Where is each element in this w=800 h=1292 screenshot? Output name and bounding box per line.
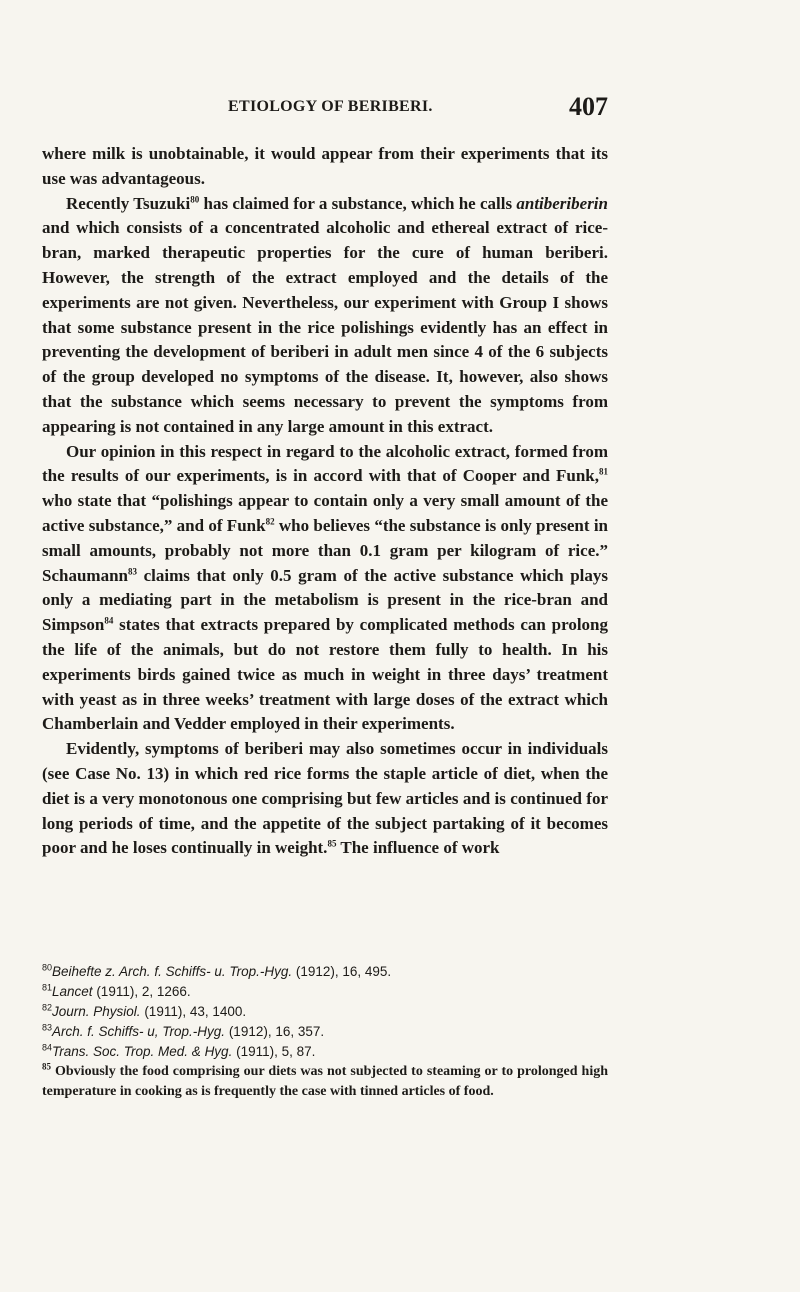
text-run: Recently Tsuzuki — [66, 193, 191, 213]
text-run: states that extracts prepared by complicated methods can prolong the life of the animals, but do not restore them fully to health. In his experiments birds gained twice as much in weight in three days’ treatment with yeast as in three weeks’ treatment with large doses of the extract which Chamberlain and Vedder employed in their experiments. — [42, 615, 608, 734]
footnote-ref: 84 — [104, 615, 114, 626]
footnote-85 — [42, 1062, 608, 1102]
footnote-source: Arch. f. Schiffs- u, Trop.-Hyg. — [52, 1024, 226, 1039]
footnote-ref: 85 — [327, 838, 337, 849]
footnote-text: Obviously the food comprising our diets was not subjected to steaming or to prolonged high temperature in cooking as is frequently the case with tinned articles of food. — [42, 1064, 608, 1099]
footnote-number: 80 — [42, 962, 53, 973]
footnote-number: 85 — [42, 1061, 51, 1072]
footnote-number: 82 — [42, 1002, 53, 1013]
footnote-number: 81 — [42, 982, 53, 993]
footnote-ref: 81 — [599, 466, 608, 477]
footnote-detail: (1911), 2, 1266. — [92, 984, 191, 999]
running-head: ETIOLOGY OF BERIBERI. — [228, 98, 433, 115]
footnote-number: 83 — [42, 1022, 53, 1033]
paragraph-4 — [42, 737, 608, 861]
text-run: has claimed for a substance, which he calls — [199, 193, 517, 213]
text-run: who state that “polishings appear to contain only a very small amount of the active substance,” and of Funk — [42, 491, 608, 535]
footnotes — [42, 962, 608, 1102]
footnote-84 — [42, 1042, 608, 1062]
footnote-detail: (1912), 16, 357. — [225, 1024, 325, 1039]
footnote-ref: 82 — [265, 516, 275, 527]
paragraph-3 — [42, 440, 608, 738]
footnote-ref: 80 — [190, 193, 200, 204]
text-run: Evidently, symptoms of beriberi may also sometimes occur in individuals (see Case No. 13) in which red rice forms the staple article of diet, when the diet is a very monotonous one comprising but few articles and is continued for long periods of time, and the appetite of the subject partaking of it becomes poor and he loses continually in weight. — [42, 739, 608, 858]
footnote-detail: (1912), 16, 495. — [292, 964, 392, 979]
text-run: Our opinion in this respect in regard to the alcoholic extract, formed from the results of our experiments, is in accord with that of Cooper and Funk, — [42, 441, 608, 486]
body-text — [42, 142, 608, 861]
footnote-source: Trans. Soc. Trop. Med. & Hyg. — [52, 1044, 233, 1059]
footnote-detail: (1911), 43, 1400. — [140, 1004, 247, 1019]
footnote-source: Beihefte z. Arch. f. Schiffs- u. Trop.-Hyg. — [52, 964, 293, 979]
text-run: and which consists of a concentrated alcoholic and ethereal extract of rice-bran, marked therapeutic properties for the cure of human beriberi. However, the strength of the extract employed and the details of the experiments are not given. Nevertheless, our experiment with Group I shows that some substance present in the rice polishings evidently has an effect in preventing the development of beriberi in adult men since 4 of the 6 subjects of the group developed no symptoms of the disease. It, however, also shows that the substance which seems necessary to prevent the symptoms from appearing is not contained in any large amount in this extract. — [42, 218, 608, 436]
text-run: The influence of work — [336, 838, 500, 858]
footnote-82 — [42, 1002, 608, 1022]
page-header — [42, 92, 608, 132]
paragraph-2 — [42, 192, 608, 440]
italic-term: antiberiberin — [516, 193, 608, 213]
footnote-detail: (1911), 5, 87. — [232, 1044, 316, 1059]
text-run: who believes “the substance is only present in small amounts, probably not more than 0.1 gram per kilogram of rice.” Schaumann — [42, 515, 608, 585]
footnote-80 — [42, 962, 608, 982]
footnote-ref: 83 — [127, 565, 137, 576]
paragraph-1 — [42, 142, 608, 192]
text-run: claims that only 0.5 gram of the active substance which plays only a mediating part in the metabolism is present in the rice-bran and Simpson — [42, 565, 608, 635]
footnote-81 — [42, 982, 608, 1002]
page-number: 407 — [569, 92, 608, 121]
paragraph-1-text: where milk is unobtainable, it would appear from their experiments that its use was advantageous. — [42, 144, 608, 188]
footnote-number: 84 — [42, 1042, 53, 1053]
footnote-source: Lancet — [52, 984, 93, 999]
footnote-source: Journ. Physiol. — [52, 1004, 141, 1019]
footnote-83 — [42, 1022, 608, 1042]
